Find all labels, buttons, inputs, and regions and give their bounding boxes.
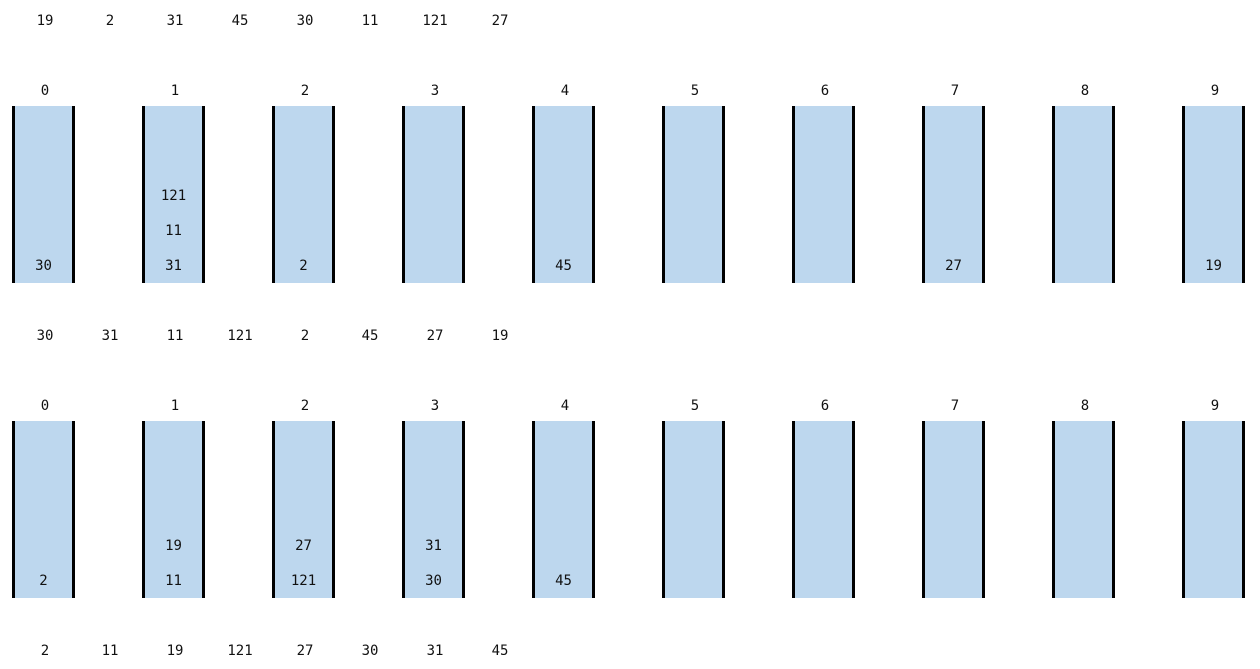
sequence-value: 121 (227, 328, 253, 344)
bucket-item: 45 (555, 258, 572, 274)
bucket (1052, 421, 1115, 598)
bucket (272, 106, 335, 283)
sequence-value: 11 (101, 643, 119, 659)
sequence-value: 30 (361, 643, 379, 659)
bucket-item: 121 (160, 188, 187, 204)
bucket-item: 27 (295, 538, 312, 554)
bucket-item: 30 (425, 573, 442, 589)
bucket-index-label: 2 (300, 83, 310, 99)
bucket-item: 11 (165, 223, 182, 239)
sequence-value: 45 (231, 13, 249, 29)
bucket-item: 19 (165, 538, 182, 554)
bucket-item: 30 (35, 258, 52, 274)
bucket-index-label: 7 (950, 398, 960, 414)
sequence-value: 30 (296, 13, 314, 29)
sequence-value: 19 (36, 13, 54, 29)
sequence-value: 19 (491, 328, 509, 344)
bucket-index-label: 3 (430, 398, 440, 414)
bucket (532, 106, 595, 283)
bucket-index-label: 8 (1080, 83, 1090, 99)
bucket-index-label: 4 (560, 83, 570, 99)
sequence-value: 45 (361, 328, 379, 344)
sequence-value: 121 (227, 643, 253, 659)
bucket (1182, 421, 1245, 598)
bucket-index-label: 0 (40, 398, 50, 414)
bucket-index-label: 9 (1210, 83, 1220, 99)
bucket (922, 421, 985, 598)
bucket-item: 31 (165, 258, 182, 274)
bucket-item: 2 (299, 258, 308, 274)
bucket (792, 421, 855, 598)
bucket-index-label: 1 (170, 398, 180, 414)
bucket-index-label: 8 (1080, 398, 1090, 414)
bucket (12, 421, 75, 598)
sequence-value: 2 (105, 13, 115, 29)
bucket (142, 421, 205, 598)
sequence-value: 31 (101, 328, 119, 344)
bucket (922, 106, 985, 283)
bucket-index-label: 3 (430, 83, 440, 99)
sequence-value: 45 (491, 643, 509, 659)
sequence-value: 31 (166, 13, 184, 29)
sequence-value: 27 (426, 328, 444, 344)
sequence-value: 2 (300, 328, 310, 344)
bucket (272, 421, 335, 598)
bucket-item: 45 (555, 573, 572, 589)
bucket-index-label: 5 (690, 398, 700, 414)
bucket (662, 106, 725, 283)
bucket (1052, 106, 1115, 283)
bucket-item: 11 (165, 573, 182, 589)
bucket-item: 2 (39, 573, 48, 589)
bucket-item: 31 (425, 538, 442, 554)
bucket-item: 19 (1205, 258, 1222, 274)
bucket-index-label: 9 (1210, 398, 1220, 414)
sequence-value: 27 (296, 643, 314, 659)
bucket (402, 421, 465, 598)
bucket (142, 106, 205, 283)
sequence-value: 11 (166, 328, 184, 344)
sequence-value: 30 (36, 328, 54, 344)
bucket-item: 121 (290, 573, 317, 589)
sequence-value: 27 (491, 13, 509, 29)
bucket-item: 27 (945, 258, 962, 274)
sequence-value: 11 (361, 13, 379, 29)
bucket (792, 106, 855, 283)
bucket (532, 421, 595, 598)
bucket-index-label: 5 (690, 83, 700, 99)
bucket-index-label: 4 (560, 398, 570, 414)
sequence-value: 31 (426, 643, 444, 659)
sequence-value: 2 (40, 643, 50, 659)
bucket (662, 421, 725, 598)
bucket-index-label: 2 (300, 398, 310, 414)
bucket (12, 106, 75, 283)
sequence-value: 121 (422, 13, 448, 29)
bucket-index-label: 1 (170, 83, 180, 99)
bucket-index-label: 0 (40, 83, 50, 99)
sequence-value: 19 (166, 643, 184, 659)
bucket-index-label: 6 (820, 398, 830, 414)
bucket-index-label: 7 (950, 83, 960, 99)
bucket-index-label: 6 (820, 83, 830, 99)
bucket (402, 106, 465, 283)
bucket (1182, 106, 1245, 283)
